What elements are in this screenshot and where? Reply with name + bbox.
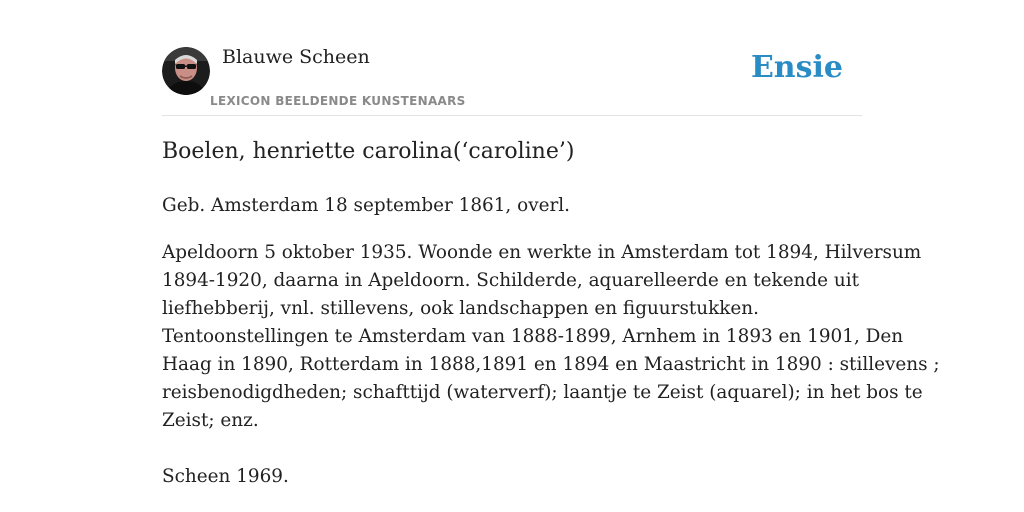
article-paragraph-1: Geb. Amsterdam 18 september 1861, overl.: [162, 195, 570, 216]
paragraph-line: Zeist; enz.: [162, 410, 259, 431]
publication-label[interactable]: LEXICON BEELDENDE KUNSTENAARS: [210, 94, 466, 108]
paragraph-line: Apeldoorn 5 oktober 1935. Woonde en werkte in Amsterdam tot 1894, Hilversum: [162, 242, 922, 263]
article-title: Boelen, henriette carolina(‘caroline’): [162, 139, 575, 164]
paragraph-line: reisbenodigdheden; schafttijd (waterverf); laantje te Zeist (aquarel); in het bos te: [162, 382, 923, 403]
paragraph-line: 1894-1920, daarna in Apeldoorn. Schilderde, aquarelleerde en tekende uit: [162, 270, 859, 291]
paragraph-line: Tentoonstellingen te Amsterdam van 1888-1899, Arnhem in 1893 en 1901, Den: [162, 326, 904, 347]
article-paragraph-3: Scheen 1969.: [162, 466, 289, 487]
author-portrait-icon[interactable]: [162, 47, 210, 95]
header: [162, 0, 862, 116]
author-name[interactable]: Blauwe Scheen: [222, 46, 370, 68]
article-paragraph-2: [162, 239, 940, 435]
paragraph-line: liefhebberij, vnl. stillevens, ook landschappen en figuurstukken.: [162, 298, 759, 319]
paragraph-line: Haag in 1890, Rotterdam in 1888,1891 en 1894 en Maastricht in 1890 : stillevens ;: [162, 354, 940, 375]
brand-logo[interactable]: Ensie: [750, 50, 843, 85]
